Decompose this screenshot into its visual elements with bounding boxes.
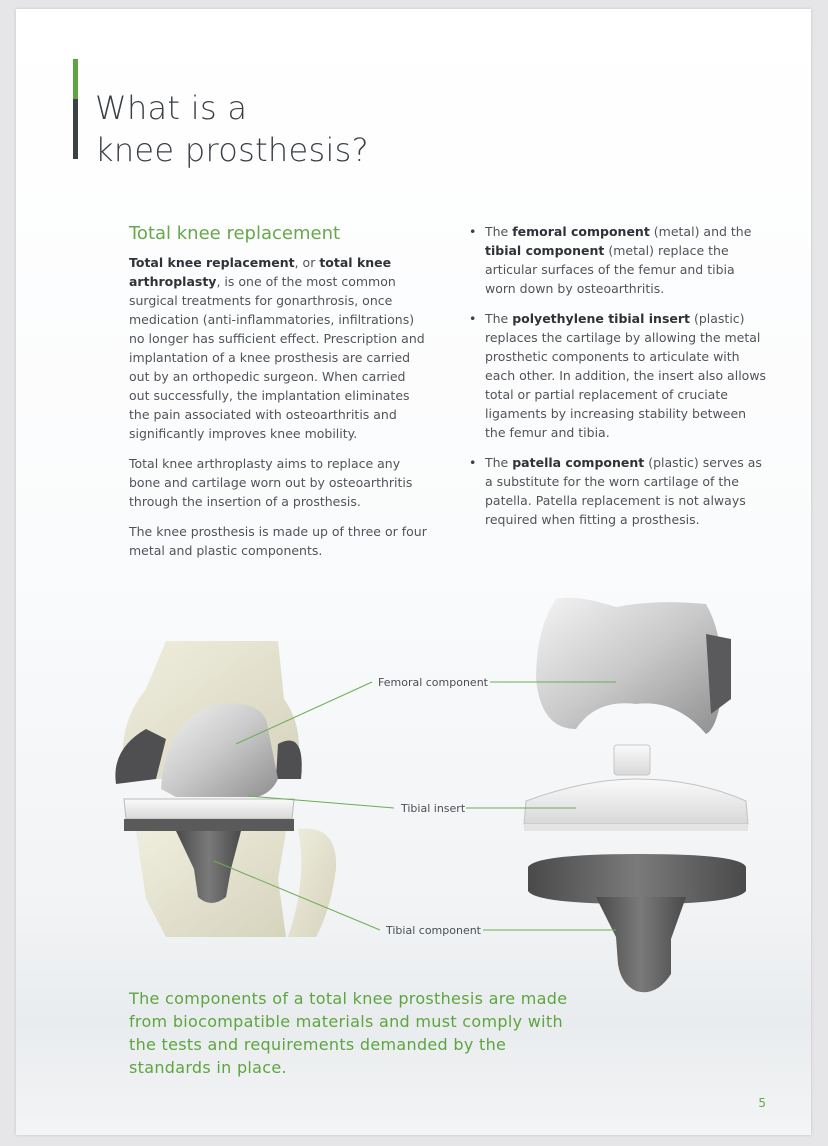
page-title	[95, 87, 369, 171]
paragraph-3: The knee prosthesis is made up of three or four metal and plastic components.	[129, 524, 427, 558]
section-subheading: Total knee replacement	[129, 223, 341, 244]
paragraph-2: Total knee arthroplasty aims to replace any bone and cartilage worn out by osteoarthritis through the insertion of a prosthesis.	[129, 456, 413, 509]
bold-term: polyethylene tibial insert	[512, 311, 690, 326]
list-item	[469, 222, 769, 298]
callout-femoral-label: Femoral component	[378, 676, 488, 689]
list-item	[469, 453, 769, 529]
document-page	[16, 9, 811, 1135]
page-number: 5	[758, 1096, 766, 1110]
femoral-component-part	[536, 598, 731, 734]
tibial-component-part	[528, 854, 746, 992]
right-column	[469, 222, 769, 540]
bold-term: Total knee replacement	[129, 255, 295, 270]
component-list	[469, 222, 769, 529]
text-run: , or	[294, 255, 320, 270]
text-run: (metal) replace the articular surfaces of the femur and tibia worn down by osteoarthritis.	[485, 243, 735, 296]
text-run: The	[485, 224, 513, 239]
left-column	[129, 222, 429, 571]
callout-tibial-label: Tibial component	[386, 924, 481, 937]
prosthesis-figure	[16, 579, 811, 999]
text-run: The	[485, 311, 513, 326]
title-accent-green	[73, 59, 78, 99]
text-run: (plastic) replaces the cartilage by allowing the metal prosthetic components to articulate with each other. In addition, the insert also allows total or partial replacement of cruciate ligaments by increasing stability between the femur and tibia.	[485, 311, 767, 440]
page-title-line1: What is a	[95, 89, 248, 127]
bold-term: patella component	[512, 455, 645, 470]
callout-insert-label: Tibial insert	[401, 802, 466, 815]
paragraph-1	[129, 253, 429, 443]
bold-term: femoral component	[512, 224, 650, 239]
page-title-line2: knee prosthesis?	[95, 131, 369, 169]
text-run: The	[485, 455, 513, 470]
text-run: (metal) and the	[649, 224, 752, 239]
bold-term: total knee arthroplasty	[129, 255, 392, 289]
bold-term: tibial component	[485, 243, 605, 258]
title-accent-dark	[73, 99, 78, 159]
tibial-insert-part	[524, 745, 748, 831]
list-item	[469, 309, 769, 442]
text-run: (plastic) serves as a substitute for the worn cartilage of the patella. Patella replacement is not always required when fitting a prosthesis.	[485, 455, 762, 527]
text-run: , is one of the most common surgical treatments for gonarthrosis, once medication (anti-inflammatories, infiltrations) no longer has sufficient effect. Prescription and implantation of a knee prosthesis are carried out by an orthopedic surgeon. When carried out successfully, the implantation eliminates the pain associated with osteoarthritis and significantly improves knee mobility.	[129, 274, 425, 441]
closing-statement: The components of a total knee prosthesis are made from biocompatible materials and must comply with the tests and requirements demanded by the standards in place.	[129, 989, 568, 1077]
assembled-knee	[115, 641, 336, 937]
